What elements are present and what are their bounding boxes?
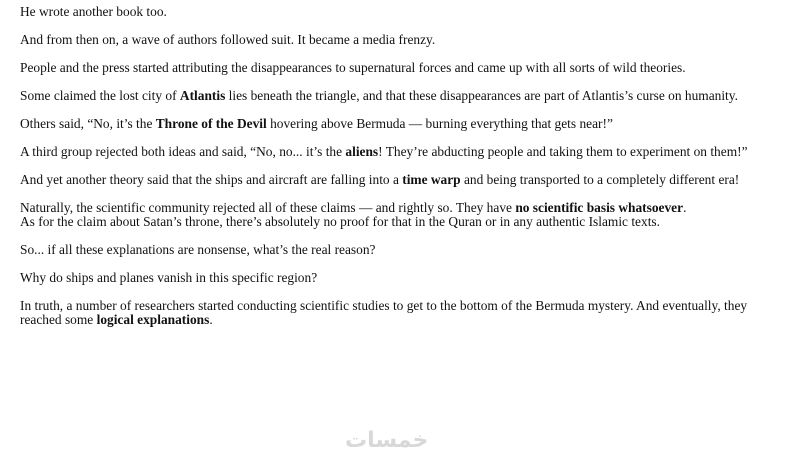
paragraph: Others said, “No, it’s the Throne of the Devil hovering above Bermuda — burning everything that gets near!”	[20, 116, 613, 131]
emphasis-logical-explanations: logical explanations	[96, 312, 210, 327]
paragraph: People and the press started attributing the disappearances to supernatural forces and came up with all sorts of wild theories.	[20, 60, 686, 75]
emphasis-throne-of-the-devil: Throne of the Devil	[155, 116, 267, 131]
emphasis-atlantis: Atlantis	[179, 88, 226, 103]
paragraph: He wrote another book too.	[20, 4, 167, 19]
paragraph: Some claimed the lost city of Atlantis lies beneath the triangle, and that these disappearances are part of Atlantis’s curse on humanity.	[20, 88, 738, 103]
paragraph: Naturally, the scientific community rejected all of these claims — and rightly so. They have no scientific basis whatsoever.	[20, 200, 687, 215]
paragraph: Why do ships and planes vanish in this specific region?	[20, 270, 318, 285]
paragraph: And yet another theory said that the ships and aircraft are falling into a time warp and being transported to a completely different era!	[20, 172, 740, 187]
emphasis-no-scientific-basis: no scientific basis whatsoever	[515, 200, 684, 215]
document-body	[20, 5, 780, 341]
watermark-logo: خمسات	[345, 428, 429, 453]
paragraph: In truth, a number of researchers started conducting scientific studies to get to the bottom of the Bermuda mystery. And eventually, they reached some logical explanations.	[20, 298, 748, 327]
emphasis-time-warp: time warp	[402, 172, 461, 187]
paragraph: As for the claim about Satan’s throne, there’s absolutely no proof for that in the Quran or in any authentic Islamic texts.	[20, 214, 660, 229]
paragraph: And from then on, a wave of authors followed suit. It became a media frenzy.	[20, 32, 436, 47]
paragraph: So... if all these explanations are nonsense, what’s the real reason?	[20, 242, 376, 257]
paragraph: A third group rejected both ideas and said, “No, no... it’s the aliens! They’re abducting people and taking them to experiment on them!”	[20, 144, 748, 159]
emphasis-aliens: aliens	[345, 144, 379, 159]
